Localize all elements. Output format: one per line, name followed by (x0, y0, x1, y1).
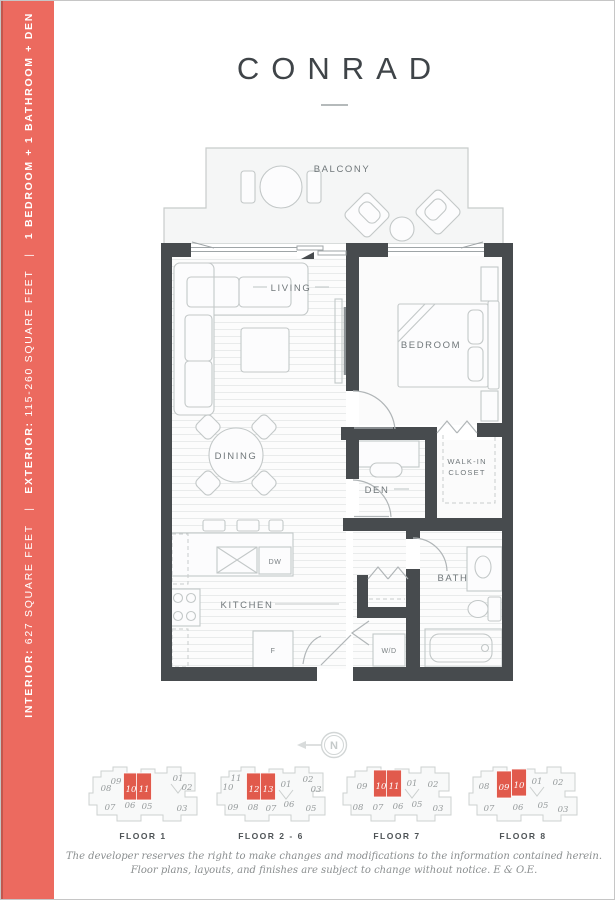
walkin-closet-label: WALK-IN (447, 457, 487, 466)
pillow (468, 347, 483, 381)
interior-value: 627 SQUARE FEET (22, 524, 35, 649)
keyplan-unit-number: 09 (356, 782, 368, 792)
disclaimer (54, 850, 614, 878)
keyplan-unit-number: 09 (498, 783, 510, 793)
keyplan-unit-number: 10 (375, 782, 387, 792)
keyplan-unit-number: 03 (432, 804, 444, 814)
keyplan-unit-number: 06 (124, 801, 136, 811)
compass-n-label: N (330, 740, 338, 752)
nightstand (481, 267, 498, 301)
vanity (467, 547, 502, 591)
keyplan-floor-label: FLOOR 8 (499, 831, 547, 841)
den-label: DEN (364, 485, 390, 496)
keyplan-unit-number: 05 (141, 802, 153, 812)
keyplan-floor-label: FLOOR 7 (373, 831, 421, 841)
fridge-label: F (270, 648, 276, 655)
coffee-table (241, 328, 289, 372)
toilet-tank (488, 597, 501, 621)
side-table (390, 217, 414, 241)
kitchen-label: KITCHEN (220, 600, 274, 611)
keyplan-unit-number: 08 (247, 803, 259, 813)
keyplan-unit-number: 05 (537, 801, 549, 811)
balcony-chair (307, 171, 321, 203)
keyplan-unit-number: 02 (181, 783, 193, 793)
keyplan-unit-number: 03 (176, 804, 188, 814)
keyplan-unit-number: 01 (531, 777, 543, 787)
bar-stool (237, 520, 259, 531)
sliding-door (297, 246, 323, 250)
sofa-chaise (174, 263, 214, 415)
separator: | (22, 252, 35, 257)
keyplan-unit-number: 01 (172, 774, 184, 784)
dishwasher-label: DW (268, 559, 282, 566)
keyplan-unit-number: 09 (227, 803, 239, 813)
kitchen-island (171, 533, 293, 576)
svg-text:CLOSET: CLOSET (448, 468, 486, 477)
desk-chair (370, 463, 402, 477)
bar-stool (269, 520, 283, 531)
keyplan-unit-number: 02 (302, 775, 314, 785)
exterior-label: EXTERIOR: (22, 421, 35, 494)
keyplan-unit-number: 01 (406, 779, 418, 789)
bath-label: BATH (437, 573, 469, 584)
keyplan-unit-number: 08 (352, 803, 364, 813)
toilet (468, 601, 488, 618)
keyplan-unit-number: 11 (230, 774, 242, 784)
keyplan-unit-number: 08 (478, 782, 490, 792)
keyplan-unit-number: 10 (222, 783, 234, 793)
washer-dryer-label: W/D (381, 648, 397, 655)
page-title: CONRAD (236, 51, 444, 86)
keyplan-unit-number: 05 (305, 804, 317, 814)
nightstand (481, 391, 498, 421)
dining-label: DINING (214, 451, 258, 462)
balcony-chair (241, 171, 255, 203)
keyplan-unit-number: 13 (262, 785, 274, 795)
keyplan-unit-number: 08 (100, 784, 112, 794)
keyplan-floor-7 (337, 759, 457, 847)
keyplan-unit-number: 09 (110, 777, 122, 787)
balcony-label: BALCONY (313, 164, 371, 175)
exterior-value: 115-260 SQUARE FEET (22, 269, 35, 422)
keyplan-unit-number: 06 (512, 803, 524, 813)
keyplan-unit-number: 07 (372, 803, 384, 813)
keyplan-unit-number: 01 (280, 780, 292, 790)
keyplan-unit-number: 03 (557, 805, 569, 815)
keyplan-unit-number: 02 (552, 778, 564, 788)
keyplan-unit-number: 05 (411, 800, 423, 810)
pillow (468, 310, 483, 344)
keyplan-floor-1 (83, 759, 203, 847)
keyplan-floor-label: FLOOR 2 - 6 (238, 831, 304, 841)
keyplan-unit-number: 07 (104, 803, 116, 813)
separator: | (22, 506, 35, 512)
keyplan-unit-number: 12 (248, 785, 260, 795)
keyplan-unit-number: 06 (392, 802, 404, 812)
headboard (488, 301, 499, 389)
keyplan-unit-number: 06 (283, 800, 295, 810)
bedroom-label: BEDROOM (400, 340, 462, 351)
keyplan-unit-number: 11 (138, 785, 150, 795)
keyplan-unit-number: 11 (388, 782, 400, 792)
balcony (164, 148, 503, 244)
keyplan-unit-number: 02 (427, 780, 439, 790)
bar-stool (203, 520, 225, 531)
keyplan-unit-number: 07 (265, 804, 277, 814)
living-label: LIVING (270, 283, 312, 294)
unit-mix: 1 BEDROOM + 1 BATHROOM + DEN (22, 12, 35, 240)
compass (297, 733, 347, 758)
keyplan-floor-2-6 (211, 759, 331, 847)
keyplan-unit-number: 03 (310, 785, 322, 795)
interior-label: INTERIOR: (22, 648, 35, 718)
keyplan-unit-number: 10 (125, 785, 137, 795)
disclaimer-line-1: The developer reserves the right to make changes and modifications to the information contained herein. (65, 851, 603, 862)
keyplan-unit-number: 07 (483, 804, 495, 814)
disclaimer-line-2: Floor plans, layouts, and finishes are subject to change without notice. E & O.E. (130, 865, 538, 876)
keyplan-floor-8 (463, 759, 583, 847)
keyplan-floor-label: FLOOR 1 (119, 831, 167, 841)
keyplan-unit-number: 10 (513, 781, 525, 791)
balcony-table (260, 166, 302, 208)
